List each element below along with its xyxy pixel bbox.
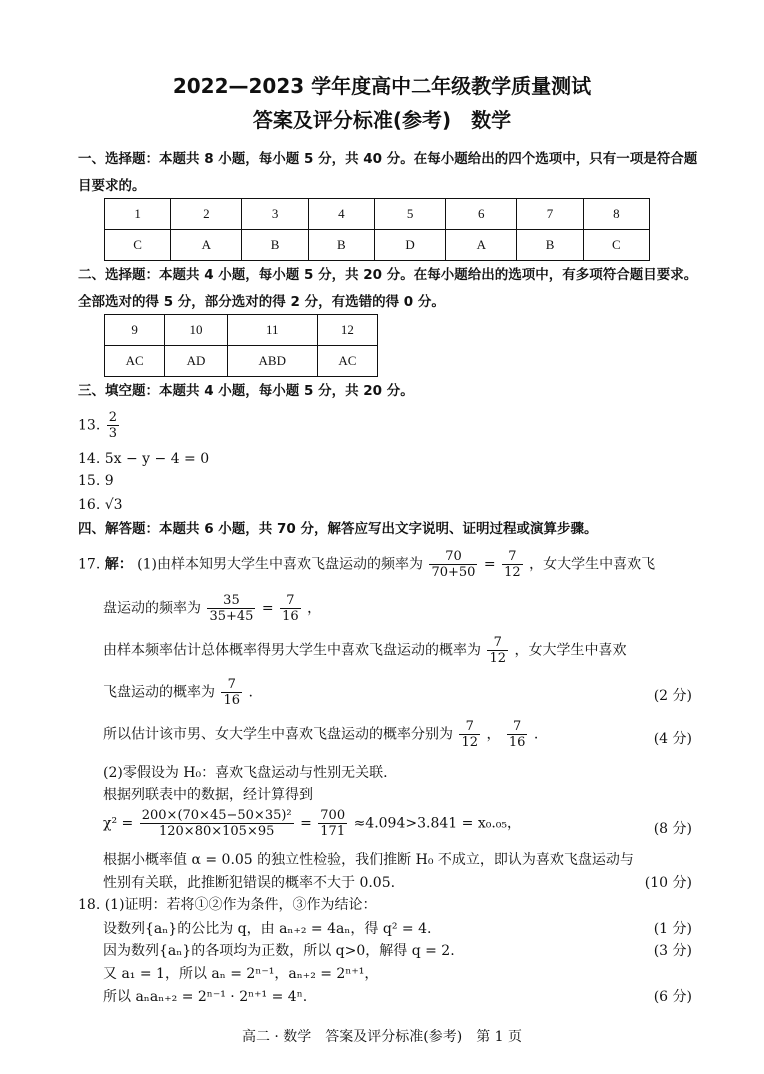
section-1-answer-table [104, 198, 650, 261]
equals: = [261, 600, 274, 617]
answer-cell: C [583, 230, 649, 261]
denominator: 3 [108, 426, 117, 441]
numerator: 7 [487, 635, 508, 651]
page-title: 2022—2023 学年度高中二年级教学质量测试 [172, 74, 592, 98]
score-points: (4 分) [653, 731, 692, 747]
numerator: 35 [207, 593, 255, 609]
q18-line-1 [78, 894, 377, 914]
fraction [507, 719, 528, 750]
question-number: 9 [105, 315, 165, 346]
equals: = [483, 556, 496, 573]
score-points: (6 分) [653, 989, 692, 1005]
answer-text: √3 [104, 497, 123, 513]
answer-cell: C [105, 230, 171, 261]
q17-line-1 [78, 549, 655, 580]
question-number: 4 [308, 199, 374, 230]
q17-line-2 [103, 593, 321, 624]
q18-line-3: 因为数列{aₙ}的各项均为正数，所以 q>0，解得 q = 2. [103, 943, 455, 959]
fraction [280, 593, 301, 624]
answer-cell: AC [317, 346, 377, 377]
answer-cell: B [242, 230, 308, 261]
question-number: 10 [165, 315, 228, 346]
denominator: 16 [508, 735, 526, 750]
numerator: 7 [507, 719, 528, 735]
denominator: 16 [282, 609, 299, 624]
score-points: (1 分) [653, 921, 692, 937]
table-row [105, 199, 650, 230]
text: 由样本频率估计总体概率得男大学生中喜欢飞盘运动的概率为 [103, 642, 481, 659]
answer-cell: D [375, 230, 446, 261]
solution-label: 解： [104, 556, 133, 573]
q17-line-4 [103, 677, 253, 708]
page-footer: 高二 · 数学 答案及评分标准(参考) 第 1 页 [241, 1029, 523, 1045]
fraction [502, 549, 523, 580]
text: 飞盘运动的概率为 [103, 684, 215, 701]
score-points: (10 分) [644, 875, 692, 891]
fraction [107, 410, 119, 441]
q17-chi-square-formula [103, 808, 521, 839]
q17-line-9: 性别有关联，此推断犯错误的概率不大于 0.05. [103, 875, 396, 891]
numerator: 70 [429, 549, 477, 565]
score-points: (8 分) [653, 821, 692, 837]
q17-line-8: 根据小概率值 α = 0.05 的独立性检验，我们推断 H₀ 不成立，即认为喜欢飞盘运动与 [103, 852, 634, 868]
question-label: 13. [78, 417, 101, 434]
question-label: 17. [78, 556, 101, 573]
answer-cell: B [517, 230, 583, 261]
question-number: 6 [446, 199, 517, 230]
text: 盘运动的频率为 [103, 600, 201, 617]
section-1-instructions: 一、选择题：本题共 8 小题，每小题 5 分，共 40 分。在每小题给出的四个选项中，只有一项是符合题目要求的。 [78, 151, 698, 194]
q18-line-4: 又 a₁ = 1，所以 aₙ = 2ⁿ⁻¹，aₙ₊₂ = 2ⁿ⁺¹， [103, 966, 379, 982]
question-number: 8 [583, 199, 649, 230]
answer-cell: ABD [227, 346, 317, 377]
page-subtitle: 答案及评分标准(参考) 数学 [252, 108, 512, 132]
question-number: 11 [227, 315, 317, 346]
answer-13 [78, 410, 121, 441]
question-number: 5 [375, 199, 446, 230]
numerator: 7 [221, 677, 242, 693]
text: ， [307, 600, 322, 617]
fraction [207, 593, 255, 624]
numerator: 7 [459, 719, 480, 735]
q17-line-3 [103, 635, 626, 666]
denominator: 12 [489, 651, 506, 666]
q17-line-5 [103, 719, 538, 750]
denominator: 12 [504, 565, 521, 580]
numerator: 7 [280, 593, 301, 609]
q17-line-6: (2)零假设为 H₀：喜欢飞盘运动与性别无关联. [103, 765, 388, 781]
table-row [105, 230, 650, 261]
numerator: 7 [502, 549, 523, 565]
denominator: 70+50 [431, 565, 476, 580]
section-2-instructions: 二、选择题：本题共 4 小题，每小题 5 分，共 20 分。在每小题给出的选项中，有多项符合题目要求。全部选对的得 5 分，部分选对的得 2 分，有选错的得 0 分。 [78, 267, 698, 310]
answer-text: 5x − y − 4 = 0 [104, 451, 210, 467]
question-number: 3 [242, 199, 308, 230]
fraction [429, 549, 477, 580]
question-number: 2 [171, 199, 242, 230]
question-number: 12 [317, 315, 377, 346]
numerator: 2 [108, 410, 117, 425]
answer-cell: AC [105, 346, 165, 377]
text: (1)由样本知男大学生中喜欢飞盘运动的频率为 [137, 556, 424, 573]
denominator: 12 [461, 735, 478, 750]
answer-cell: A [446, 230, 517, 261]
answer-text: 9 [104, 473, 114, 489]
question-label: 16. [78, 497, 101, 513]
question-number: 1 [105, 199, 171, 230]
equals: = [300, 815, 312, 832]
table-row [105, 346, 378, 377]
answer-cell: B [308, 230, 374, 261]
text: ≈4.094>3.841 = x₀.₀₅， [353, 815, 521, 832]
text: ，女大学生中喜欢飞 [529, 556, 656, 573]
numerator: 700 [320, 808, 346, 823]
text: (1)证明：若将①②作为条件，③作为结论： [104, 897, 377, 913]
section-4-instructions: 四、解答题：本题共 6 小题，共 70 分，解答应写出文字说明、证明过程或演算步骤。 [78, 521, 598, 537]
text: 所以估计该市男、女大学生中喜欢飞盘运动的概率分别为 [103, 726, 453, 743]
fraction [459, 719, 480, 750]
q17-line-7: 根据列联表中的数据，经计算得到 [103, 787, 313, 803]
denominator: 120×80×105×95 [158, 824, 275, 839]
numerator: 200×(70×45−50×35)² [141, 808, 292, 823]
question-label: 15. [78, 473, 101, 489]
section-2-answer-table [104, 314, 378, 377]
fraction [487, 635, 508, 666]
question-number: 7 [517, 199, 583, 230]
denominator: 16 [223, 693, 240, 708]
text: ，女大学生中喜欢 [514, 642, 627, 659]
fraction [318, 808, 347, 839]
fraction [140, 808, 294, 839]
answer-cell: AD [165, 346, 228, 377]
section-3-instructions: 三、填空题：本题共 4 小题，每小题 5 分，共 20 分。 [78, 383, 414, 399]
fraction [221, 677, 242, 708]
question-label: 14. [78, 451, 101, 467]
separator: ， [486, 726, 501, 743]
answer-cell: A [171, 230, 242, 261]
question-label: 18. [78, 897, 101, 913]
score-points: (3 分) [653, 943, 692, 959]
table-row [105, 315, 378, 346]
q18-line-2: 设数列{aₙ}的公比为 q，由 aₙ₊₂ = 4aₙ，得 q² = 4. [103, 921, 432, 937]
q18-line-5: 所以 aₙaₙ₊₂ = 2ⁿ⁻¹ · 2ⁿ⁺¹ = 4ⁿ. [103, 989, 308, 1005]
denominator: 171 [320, 824, 346, 839]
answer-15 [78, 473, 114, 489]
answer-14 [78, 451, 209, 467]
chi-square-symbol: χ² = [103, 815, 134, 832]
text: . [248, 684, 253, 701]
text: . [533, 726, 539, 743]
denominator: 35+45 [209, 609, 254, 624]
answer-16 [78, 497, 123, 513]
score-points: (2 分) [653, 688, 692, 704]
